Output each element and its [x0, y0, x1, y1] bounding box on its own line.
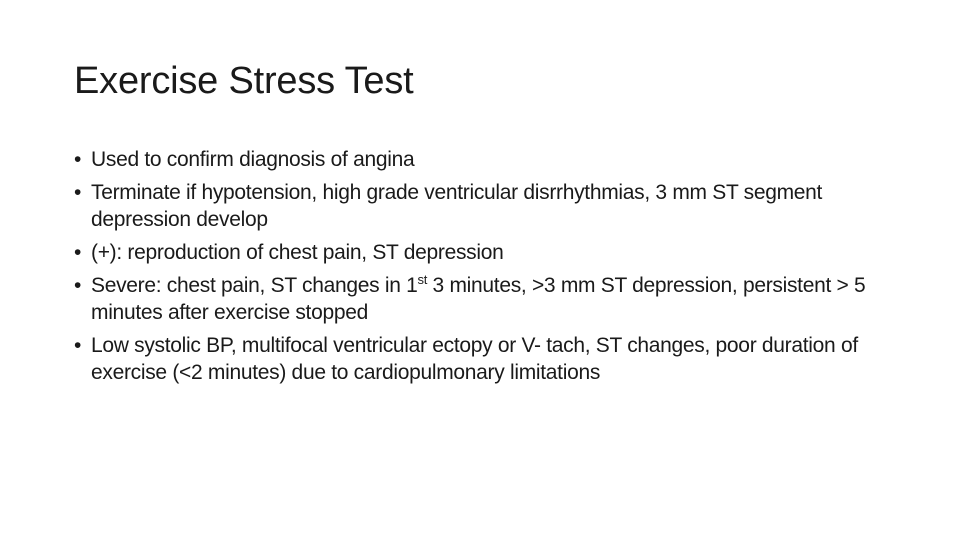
bullet-text: Used to confirm diagnosis of angina	[91, 148, 415, 171]
slide-title: Exercise Stress Test	[74, 60, 414, 102]
bullet-item	[74, 239, 904, 266]
bullet-text: Terminate if hypotension, high grade ventricular disrrhythmias, 3 mm ST segment depression develop	[91, 181, 823, 231]
bullet-text: (+): reproduction of chest pain, ST depression	[91, 241, 504, 264]
bullet-item	[74, 272, 904, 326]
bullet-list	[74, 146, 904, 392]
bullet-item	[74, 146, 904, 173]
bullet-marker: •	[74, 148, 82, 171]
bullet-text	[91, 274, 865, 324]
ordinal-superscript: st	[417, 272, 428, 287]
bullet-item	[74, 332, 904, 386]
bullet-marker: •	[74, 334, 82, 357]
bullet-text-part: 3 minutes, >3 mm ST depression, persistent > 5 minutes after exercise stopped	[91, 274, 866, 324]
bullet-text: Low systolic BP, multifocal ventricular ectopy or V- tach, ST changes, poor duration of exercise (<2 minutes) due to cardiopulmonary limitations	[91, 334, 858, 384]
bullet-marker: •	[74, 181, 82, 204]
bullet-text-part: Severe: chest pain, ST changes in 1	[91, 274, 418, 297]
bullet-marker: •	[74, 241, 82, 264]
bullet-item	[74, 179, 904, 233]
bullet-marker: •	[74, 274, 82, 297]
